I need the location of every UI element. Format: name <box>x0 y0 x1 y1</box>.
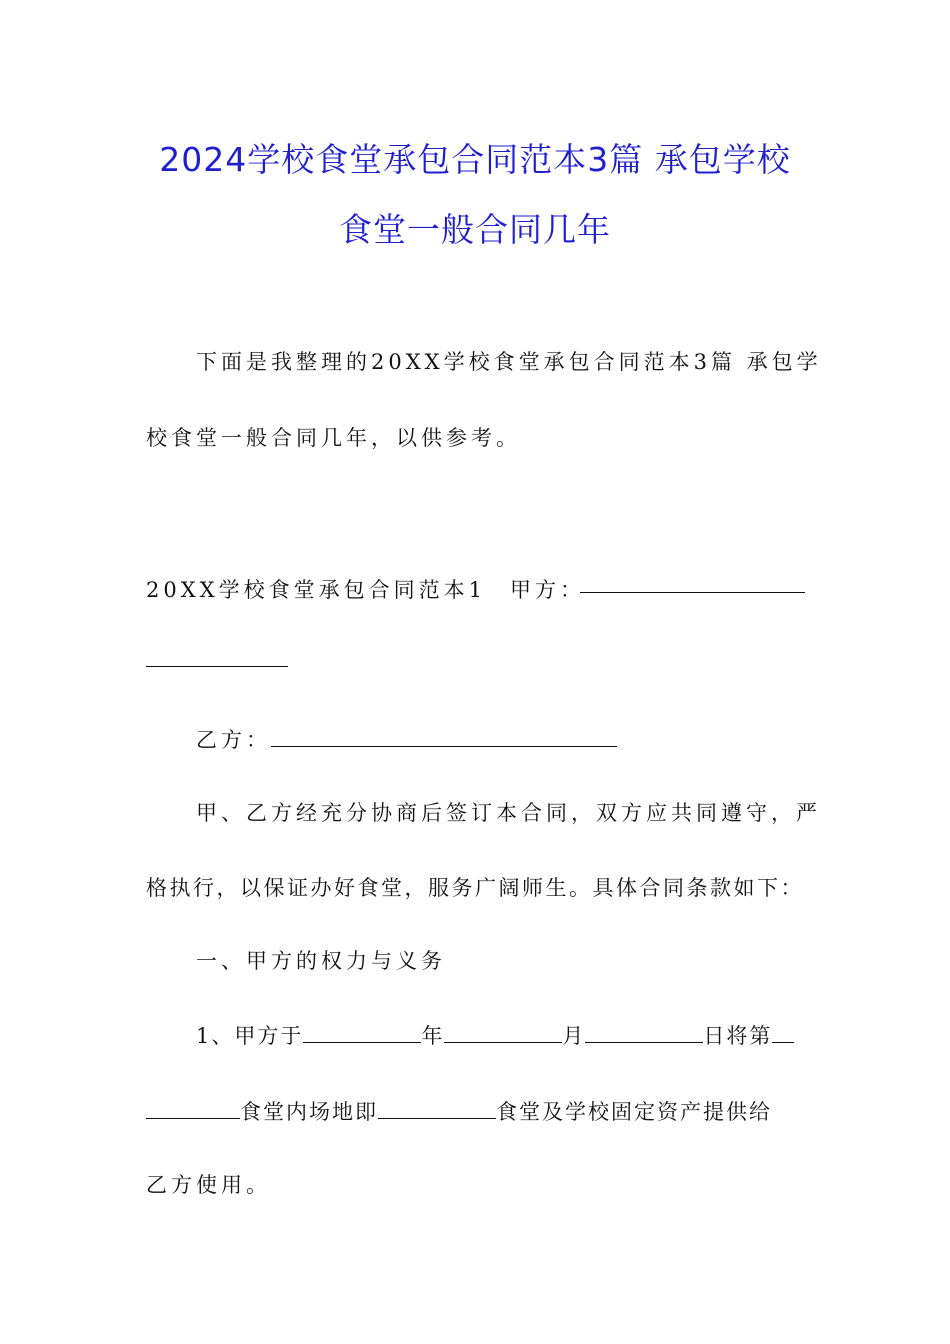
paragraph-1-line-2: 格执行，以保证办好食堂，服务广阔师生。具体合同条款如下： <box>146 876 804 900</box>
party-a-blank-line-2 <box>146 648 288 667</box>
party-a-blank-line <box>580 574 805 593</box>
year-blank <box>303 1024 421 1043</box>
day-blank <box>585 1024 703 1043</box>
paragraph-1-line-1: 甲、乙方经充分协商后签订本合同，双方应共同遵守，严 <box>196 801 821 825</box>
document-title-line-2: 食堂一般合同几年 <box>339 210 611 249</box>
clause-1-heading: 一、甲方的权力与义务 <box>196 949 446 973</box>
day-text: 日将第 <box>703 1024 773 1048</box>
item-1-line-3: 乙方使用。 <box>146 1173 271 1197</box>
canteen-number-blank-2 <box>146 1100 240 1119</box>
canteen-number-blank <box>772 1024 794 1043</box>
party-a-blank-continued <box>146 648 288 672</box>
canteen-name-blank <box>378 1100 496 1119</box>
item-1-line-2 <box>146 1096 772 1126</box>
intro-line-1: 下面是我整理的20XX学校食堂承包合同范本3篇 承包学 <box>196 350 822 374</box>
party-b-row <box>196 724 617 754</box>
month-blank <box>444 1024 562 1043</box>
item-1-line-2-b: 食堂及学校固定资产提供给 <box>496 1100 772 1124</box>
intro-line-2: 校食堂一般合同几年，以供参考。 <box>146 426 521 450</box>
item-1-prefix: 1、甲方于 <box>196 1024 304 1048</box>
party-b-blank-line <box>271 728 617 747</box>
document-title-line-1: 2024学校食堂承包合同范本3篇 承包学校 <box>159 140 791 179</box>
party-a-label: 甲方： <box>510 578 585 602</box>
year-label: 年 <box>421 1024 445 1048</box>
party-a-blank <box>580 574 805 598</box>
item-1-line-2-a: 食堂内场地即 <box>240 1100 378 1124</box>
party-b-label: 乙方： <box>196 728 271 752</box>
section-heading: 20XX学校食堂承包合同范本1 <box>146 578 486 602</box>
item-1-line-1 <box>196 1020 794 1050</box>
month-label: 月 <box>562 1024 586 1048</box>
